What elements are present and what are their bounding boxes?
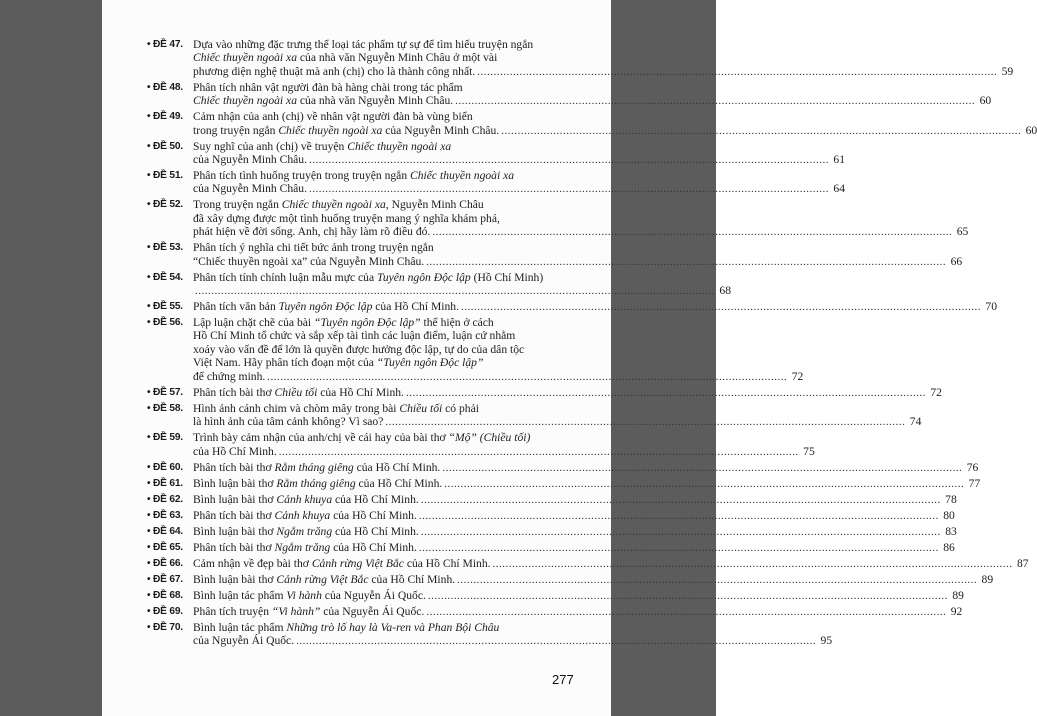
toc-entry-page: 89: [981, 572, 994, 586]
toc-entry-text: Bình luận bài thơ Ngắm trăng của Hồ Chí Minh.: [193, 524, 419, 538]
dot-leader: [457, 574, 977, 587]
toc-entry-text: Phân tích bài thơ Rằm tháng giêng của Hồ Chí Minh.: [193, 460, 441, 474]
toc-entry-page: 65: [956, 225, 969, 239]
toc-entry-text: Hồ Chí Minh tổ chức và sắp xếp tài tình các luận điểm, luận cứ nhằm: [193, 329, 516, 343]
dot-leader: [428, 590, 948, 603]
toc-entry-page: 70: [985, 300, 997, 314]
toc-entry: [147, 38, 1014, 79]
toc-entry-text: Phân tích truyện “Vi hành” của Nguyễn Ái Quốc.: [193, 604, 425, 618]
toc-entry-text: là hình ảnh của tâm cảnh không? Vì sao?: [193, 415, 384, 429]
toc-entry-text: Hình ảnh cánh chim và chòm mây trong bài Chiều tối có phải: [193, 401, 479, 415]
toc-entry: [147, 139, 845, 168]
toc-entry-text: của Nguyễn Minh Châu.: [193, 182, 307, 196]
toc-entry-label: • ĐỀ 59.: [147, 432, 183, 444]
toc-entry-text: Bình luận tác phẩm Vi hành của Nguyễn Ái Quốc.: [193, 588, 426, 602]
dot-leader: [444, 478, 964, 491]
scan-border-left: [0, 0, 102, 716]
toc-entry-page: 60: [1025, 123, 1037, 137]
toc-entry-label: • ĐỀ 69.: [147, 605, 183, 617]
page-number: 277: [552, 672, 574, 687]
toc-entry-text: Phân tích ý nghĩa chi tiết bức ảnh trong truyện ngắn: [193, 241, 434, 255]
dot-leader: [267, 371, 787, 384]
toc-entry: [147, 492, 957, 507]
toc-entry-page: 74: [909, 415, 922, 429]
toc-entry: [147, 620, 833, 649]
dot-leader: [477, 66, 997, 79]
toc-entry: [147, 460, 979, 475]
toc-entry: [147, 80, 992, 109]
toc-entry: [147, 572, 994, 587]
toc-entry-text: Chiếc thuyền ngoài xa của nhà văn Nguyễn Minh Châu.: [193, 94, 454, 108]
toc-entry: [147, 385, 942, 400]
toc-entry: [147, 316, 804, 384]
toc-entry: [147, 110, 1037, 138]
toc-entry-text: Lập luận chặt chẽ của bài “Tuyên ngôn Độc lập” thể hiện ở cách: [193, 316, 494, 330]
toc-entry-text: Bình luận bài thơ Rằm tháng giêng của Hồ Chí Minh.: [193, 476, 443, 490]
dot-leader: [432, 226, 952, 239]
toc-entry: [147, 300, 997, 314]
toc-entry-text: Việt Nam. Hãy phân tích đoạn một của “Tuyên ngôn Độc lập”: [193, 356, 484, 370]
toc-entry-label: • ĐỀ 58.: [147, 402, 183, 414]
toc-entry-text: Phân tích bài thơ Cảnh khuya của Hồ Chí Minh.: [193, 508, 417, 522]
toc-entry-page: 92: [950, 604, 963, 618]
toc-entry-label: • ĐỀ 60.: [147, 461, 183, 473]
toc-entry-label: • ĐỀ 57.: [147, 386, 183, 398]
toc-entry-text: Chiếc thuyền ngoài xa của nhà văn Nguyễn Minh Châu ở một vài: [193, 51, 498, 65]
toc-entry-label: • ĐỀ 54.: [147, 271, 183, 283]
toc-entry-text: phát hiện về đời sống. Anh, chị hãy làm rõ điều đó.: [193, 225, 431, 239]
toc-entry-text: Bình luận tác phẩm Những trò lố hay là Va-ren và Phan Bội Châu: [193, 620, 500, 634]
toc-entry: [147, 524, 957, 539]
toc-entry-label: • ĐỀ 53.: [147, 242, 183, 254]
toc-entry-page: 89: [952, 588, 964, 602]
toc-entry-page: 80: [943, 508, 955, 522]
toc-entry-page: 87: [1016, 556, 1029, 570]
toc-entry-text: Phân tích tình huống truyện trong truyện ngắn Chiếc thuyền ngoài xa: [193, 169, 515, 183]
dot-leader: [309, 154, 829, 167]
dot-leader: [195, 285, 715, 298]
toc-entry-text: Trong truyện ngắn Chiếc thuyền ngoài xa, Nguyễn Minh Châu: [193, 198, 484, 212]
dot-leader: [426, 606, 946, 619]
toc-entry-text: Phân tích bài thơ Chiều tối của Hồ Chí Minh.: [193, 385, 404, 399]
toc-entry: [147, 556, 1029, 571]
toc-entry-text: của Nguyễn Minh Châu.: [193, 153, 307, 167]
toc-entry-text: Cảm nhận về đẹp bài thơ Cảnh rừng Việt Bắc của Hồ Chí Minh.: [193, 556, 491, 570]
dot-leader: [493, 558, 1013, 571]
toc-entry: [147, 540, 955, 555]
dot-leader: [279, 446, 799, 459]
toc-entry-page: 61: [833, 153, 845, 167]
toc-entry: [147, 241, 963, 269]
toc-entry-text: Phân tích tính chính luận mẫu mực của Tuyên ngôn Độc lập (Hồ Chí Minh): [193, 270, 544, 284]
toc-entry-label: • ĐỀ 61.: [147, 477, 183, 489]
dot-leader: [385, 416, 905, 429]
toc-entry-label: • ĐỀ 51.: [147, 170, 183, 182]
toc-entry-page: 77: [968, 476, 981, 490]
toc-entry-label: • ĐỀ 52.: [147, 199, 183, 211]
dot-leader: [419, 542, 939, 555]
toc-entry-page: 83: [945, 524, 957, 538]
toc-entry-text: Phân tích văn bản Tuyên ngôn Độc lập của Hồ Chí Minh.: [193, 300, 459, 314]
dot-leader: [501, 125, 1021, 138]
dot-leader: [442, 462, 962, 475]
toc-entry-text: Bình luận bài thơ Cảnh khuya của Hồ Chí Minh.: [193, 492, 419, 506]
table-of-contents: [147, 38, 1037, 650]
toc-entry-text: để chứng minh.: [193, 369, 266, 383]
toc-entry-text: Phân tích nhân vật người đàn bà hàng chài trong tác phẩm: [193, 80, 463, 94]
toc-entry-text: của Hồ Chí Minh.: [193, 444, 277, 458]
toc-entry: [147, 270, 731, 299]
toc-entry-text: Trình bày cảm nhận của anh/chị về cái hay của bài thơ “Mộ” (Chiều tối): [193, 431, 531, 445]
dot-leader: [309, 183, 829, 196]
toc-entry: [147, 604, 963, 619]
toc-entry-page: 72: [791, 369, 804, 383]
toc-entry: [147, 431, 815, 459]
toc-entry-label: • ĐỀ 49.: [147, 111, 183, 123]
toc-entry: [147, 508, 955, 523]
dot-leader: [421, 526, 941, 539]
toc-entry-label: • ĐỀ 70.: [147, 621, 183, 633]
toc-entry-label: • ĐỀ 64.: [147, 525, 183, 537]
toc-entry-label: • ĐỀ 55.: [147, 301, 183, 313]
toc-entry-page: 75: [803, 444, 815, 458]
toc-entry-label: • ĐỀ 65.: [147, 541, 183, 553]
toc-entry-label: • ĐỀ 62.: [147, 493, 183, 505]
toc-entry: [147, 198, 969, 239]
toc-entry-label: • ĐỀ 47.: [147, 39, 183, 50]
toc-entry: [147, 588, 964, 603]
toc-entry: [147, 401, 922, 430]
dot-leader: [406, 387, 926, 400]
toc-entry-text: Dựa vào những đặc trưng thể loại tác phẩm tự sự để tìm hiểu truyện ngắn: [193, 38, 534, 51]
toc-entry-text: Phân tích bài thơ Ngắm trăng của Hồ Chí Minh.: [193, 540, 417, 554]
toc-entry-label: • ĐỀ 48.: [147, 81, 183, 93]
toc-entry-page: 66: [950, 254, 963, 268]
toc-entry-label: • ĐỀ 67.: [147, 573, 183, 585]
toc-entry-page: 86: [943, 540, 955, 554]
dot-leader: [421, 494, 941, 507]
dot-leader: [455, 95, 975, 108]
toc-entry-page: 59: [1001, 64, 1014, 78]
toc-entry-text: đã xây dựng được một tình huống truyện mang ý nghĩa khám phá,: [193, 211, 500, 225]
toc-entry: [147, 169, 845, 197]
toc-entry-page: 78: [945, 492, 957, 506]
toc-entry-text: “Chiếc thuyền ngoài xa” của Nguyễn Minh Châu.: [193, 254, 425, 268]
dot-leader: [461, 301, 981, 314]
dot-leader: [296, 635, 816, 648]
toc-entry-page: 76: [966, 460, 979, 474]
dot-leader: [426, 256, 946, 269]
toc-entry-page: 95: [820, 633, 833, 647]
toc-entry-label: • ĐỀ 50.: [147, 140, 183, 152]
toc-entry-text: Suy nghĩ của anh (chị) về truyện Chiếc thuyền ngoài xa: [193, 139, 452, 153]
toc-entry-text: của Nguyễn Ái Quốc.: [193, 633, 295, 647]
toc-entry-text: trong truyện ngắn Chiếc thuyền ngoài xa của Nguyễn Minh Châu.: [193, 123, 500, 137]
toc-entry-label: • ĐỀ 66.: [147, 557, 183, 569]
toc-entry-label: • ĐỀ 63.: [147, 509, 183, 521]
toc-entry-page: 60: [979, 94, 992, 108]
toc-entry-page: 68: [719, 284, 731, 298]
toc-entry: [147, 476, 981, 491]
dot-leader: [419, 510, 939, 523]
toc-entry-text: Cảm nhận của anh (chị) về nhân vật người đàn bà vùng biển: [193, 110, 473, 124]
toc-entry-page: 64: [833, 182, 845, 196]
toc-entry-text: xoáy vào vấn đề để lớn là quyền được hưởng độc lập, tự do của dân tộc: [193, 342, 525, 356]
toc-entry-text: Bình luận bài thơ Cảnh rừng Việt Bắc của Hồ Chí Minh.: [193, 572, 456, 586]
toc-entry-label: • ĐỀ 68.: [147, 589, 183, 601]
toc-entry-label: • ĐỀ 56.: [147, 317, 183, 329]
toc-entry-text: phương diện nghệ thuật mà anh (chị) cho là thành công nhất.: [193, 64, 476, 78]
toc-entry-page: 72: [930, 385, 942, 399]
